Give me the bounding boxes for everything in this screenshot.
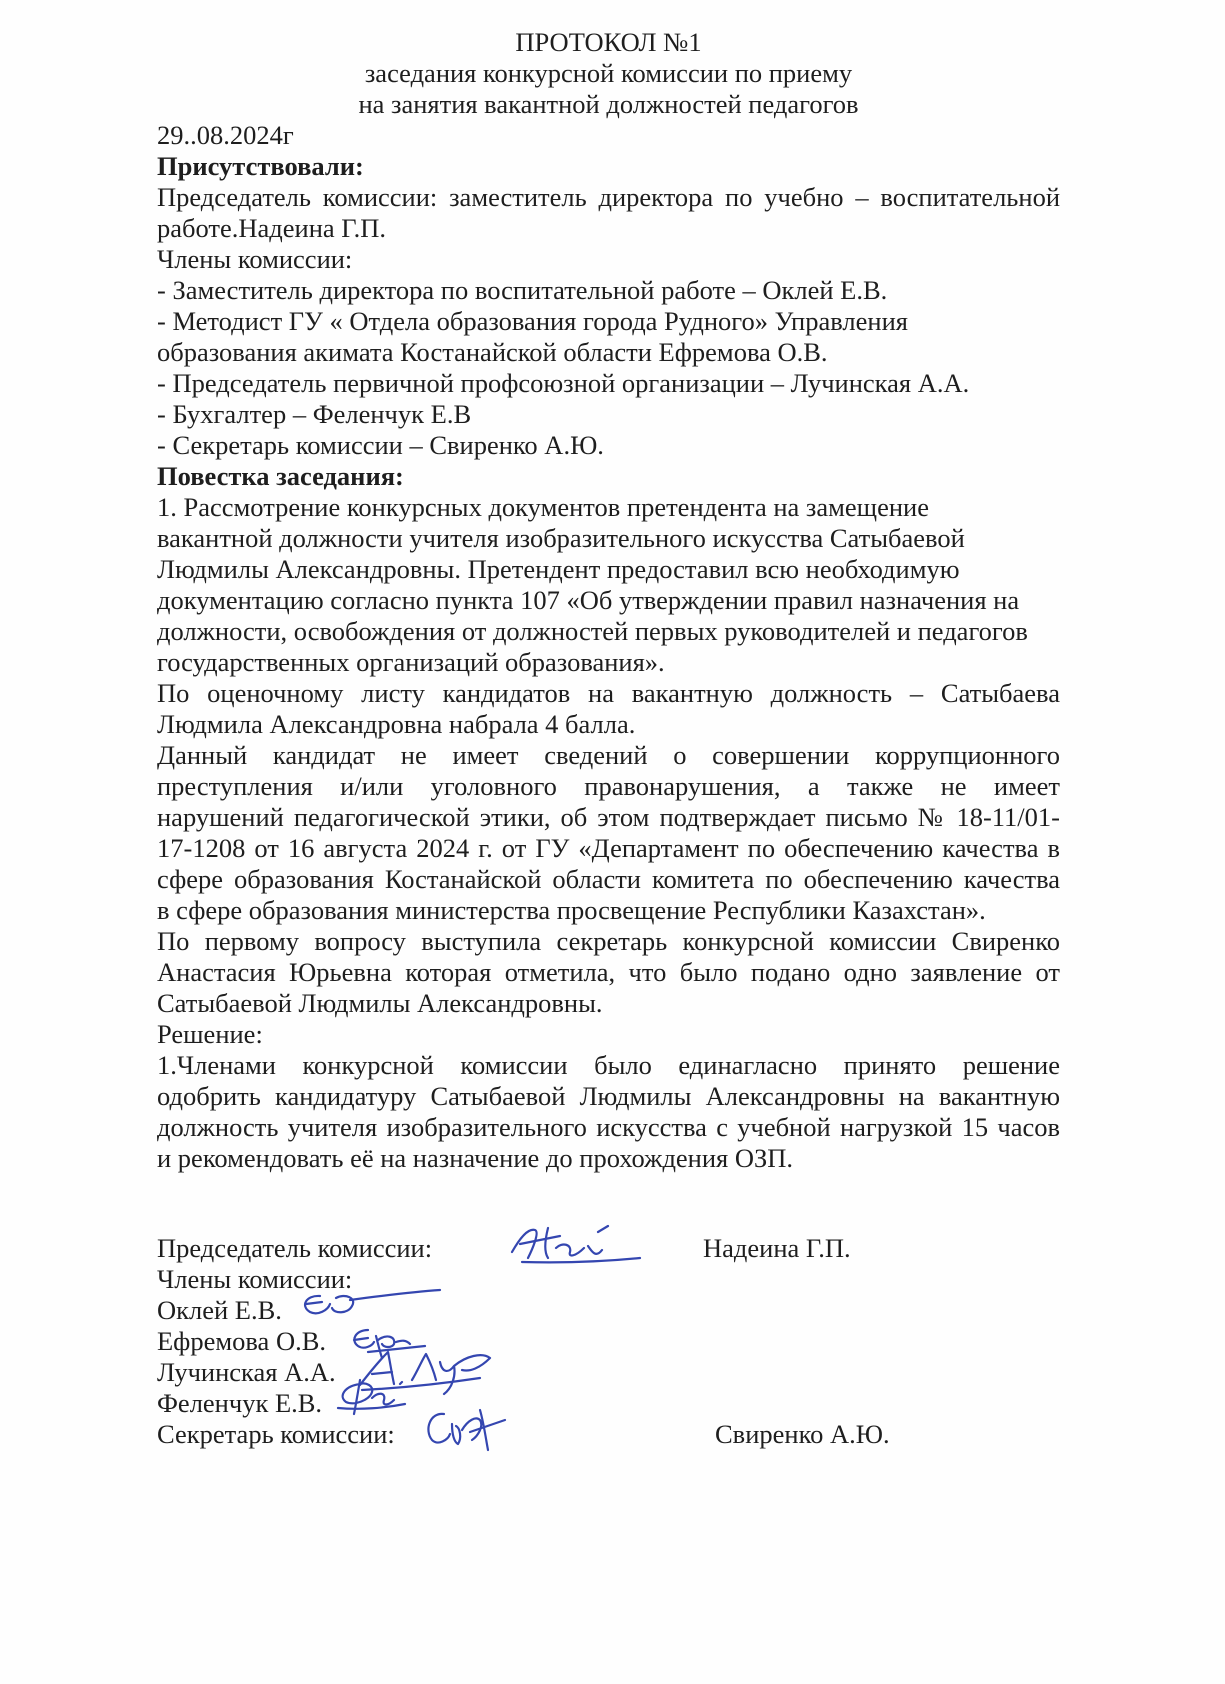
decision-heading: Решение: [157,1019,263,1049]
present-heading: Присутствовали: [157,151,364,181]
evaluation-line: Людмила Александровна набрала 4 балла. [157,709,636,739]
discussion-line: По первому вопросу выступила секретарь конкурсной комиссии Свиренко [157,926,1060,956]
decision-line: должность учителя изобразительного искусства с учебной нагрузкой 15 часов [157,1112,1060,1142]
agenda-item1-line: государственных организаций образования». [157,647,665,677]
members-signature-label: Члены комиссии: [157,1264,353,1294]
member-signature-name: Лучинская А.А. [157,1357,336,1387]
agenda-heading: Повестка заседания: [157,461,404,491]
agenda-item1-line: Людмилы Александровны. Претендент предоставил всю необходимую [157,554,960,584]
agenda-item1-line: 1. Рассмотрение конкурсных документов претендента на замещение [157,492,929,522]
member-line: - Методист ГУ « Отдела образования города Рудного» Управления [157,306,908,336]
verification-line: сфере образования Костанайской области комитета по обеспечению качества [157,864,1060,894]
member-signature-row [157,1388,1060,1419]
chair-signature-label: Председатель комиссии: [157,1233,433,1263]
chair-line: работе.Надеина Г.П. [157,213,386,243]
decision-line: и рекомендовать её на назначение до прохождения ОЗП. [157,1143,794,1173]
decision-line: 1.Членами конкурсной комиссии было единагласно принято решение [157,1050,1060,1080]
decision-line: одобрить кандидатуру Сатыбаевой Людмилы Александровны на вакантную [157,1081,1060,1111]
chair-signature-name: Надеина Г.П. [703,1233,851,1263]
member-line: - Секретарь комиссии – Свиренко А.Ю. [157,430,604,460]
members-signature-label-row [157,1264,1060,1295]
member-signature-row [157,1326,1060,1357]
secretary-signature-label: Секретарь комиссии: [157,1419,395,1449]
discussion-line: Анастасия Юрьевна которая отметила, что было подано одно заявление от [157,957,1060,987]
evaluation-line: По оценочному листу кандидатов на вакантную должность – Сатыбаева [157,678,1060,708]
agenda-item1-line: документацию согласно пункта 107 «Об утверждении правил назначения на [157,585,1020,615]
signature-block [157,1233,1060,1450]
verification-line: нарушений педагогической этики, об этом подтверждает письмо № 18-11/01- [157,802,1060,832]
verification-line: в сфере образования министерства просвещение Республики Казахстан». [157,895,986,925]
document-body [157,27,1060,1174]
agenda-item1-line: должности, освобождения от должностей первых руководителей и педагогов [157,616,1028,646]
chair-line: Председатель комиссии: заместитель директора по учебно – воспитательной [157,182,1060,212]
members-heading: Члены комиссии: [157,244,353,274]
member-line: - Заместитель директора по воспитательной работе – Оклей Е.В. [157,275,888,305]
document-title: ПРОТОКОЛ №1 [515,27,702,57]
document-subtitle-line: заседания конкурсной комиссии по приему [364,58,853,88]
discussion-line: Сатыбаевой Людмилы Александровны. [157,988,603,1018]
chair-signature-row [157,1233,1060,1264]
verification-line: Данный кандидат не имеет сведений о совершении коррупционного [157,740,1060,770]
secretary-signature-row [157,1419,1060,1450]
member-line: - Председатель первичной профсоюзной организации – Лучинская А.А. [157,368,970,398]
document-subtitle-line: на занятия вакантной должностей педагогов [358,89,859,119]
secretary-signature-name: Свиренко А.Ю. [715,1419,890,1449]
member-signature-name: Феленчук Е.В. [157,1388,323,1418]
member-signature-name: Ефремова О.В. [157,1326,327,1356]
member-signature-row [157,1295,1060,1326]
meeting-date: 29..08.2024г [157,120,294,150]
verification-line: 17-1208 от 16 августа 2024 г. от ГУ «Департамент по обеспечению качества в [157,833,1060,863]
verification-line: преступления и/или уголовного правонарушения, а также не имеет [157,771,1060,801]
member-line: образования акимата Костанайской области Ефремова О.В. [157,337,828,367]
member-signature-row [157,1357,1060,1388]
member-line: - Бухгалтер – Феленчук Е.В [157,399,472,429]
member-signature-name: Оклей Е.В. [157,1295,282,1325]
agenda-item1-line: вакантной должности учителя изобразительного искусства Сатыбаевой [157,523,965,553]
